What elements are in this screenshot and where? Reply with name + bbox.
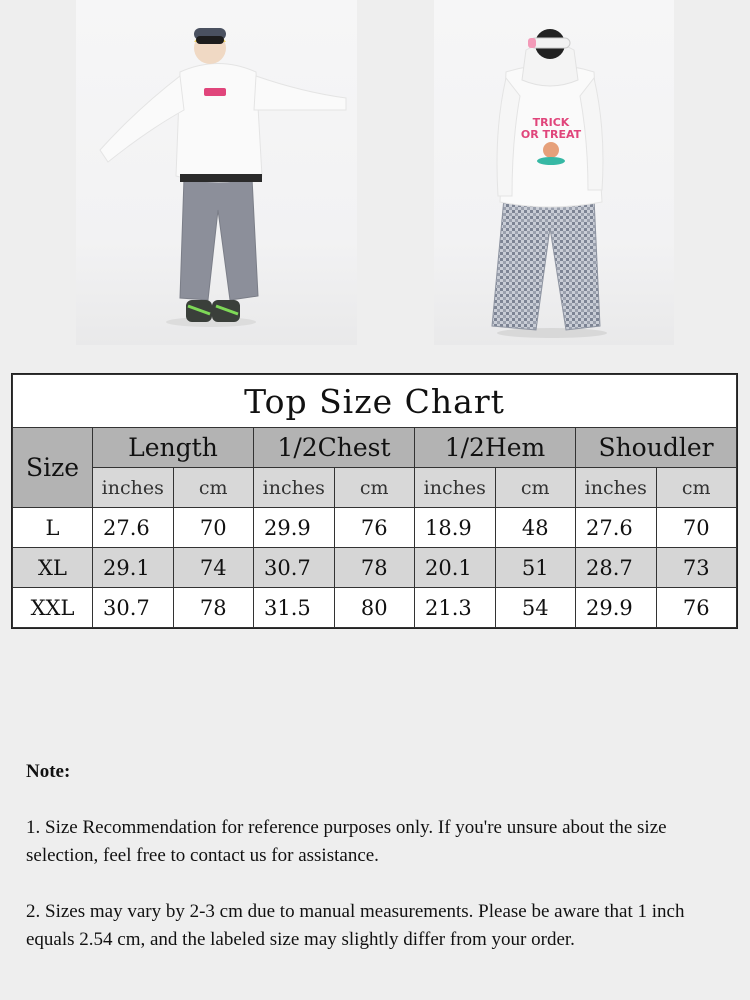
group-header-shoulder: Shoudler [576, 428, 737, 468]
chest-cm: 78 [334, 548, 415, 588]
notes-title: Note: [26, 761, 71, 782]
shoulder-cm: 76 [656, 588, 737, 628]
model-back-photo [434, 0, 674, 345]
hem-cm: 54 [495, 588, 576, 628]
group-header-hem: 1/2Hem [415, 428, 576, 468]
unit-header-cm: cm [656, 468, 737, 508]
svg-text:OR TREAT: OR TREAT [520, 128, 582, 141]
size-chart [11, 373, 738, 629]
group-header-length: Length [93, 428, 254, 468]
length-cm: 74 [173, 548, 254, 588]
length-inches: 29.1 [93, 548, 174, 588]
length-inches: 27.6 [93, 508, 174, 548]
notes-section [26, 758, 726, 982]
size-label: XXL [13, 588, 93, 628]
group-header-chest: 1/2Chest [254, 428, 415, 468]
size-label: XL [13, 548, 93, 588]
hem-inches: 21.3 [415, 588, 496, 628]
chest-cm: 80 [334, 588, 415, 628]
unit-header-cm: cm [173, 468, 254, 508]
chart-title: Top Size Chart [13, 375, 737, 428]
model-front-photo [76, 0, 357, 345]
table-row [13, 588, 737, 628]
unit-header-inches: inches [415, 468, 496, 508]
hem-cm: 48 [495, 508, 576, 548]
person-back-icon [434, 0, 674, 345]
note-item-2: 2. Sizes may vary by 2-3 cm due to manual measurements. Please be aware that 1 inch equals 2.54 cm, and the labeled size may slightly differ from your order. [26, 901, 685, 950]
unit-header-inches: inches [254, 468, 335, 508]
shoulder-cm: 73 [656, 548, 737, 588]
person-front-icon [76, 0, 357, 345]
table-row [13, 548, 737, 588]
hem-inches: 20.1 [415, 548, 496, 588]
chest-cm: 76 [334, 508, 415, 548]
length-cm: 78 [173, 588, 254, 628]
size-label: L [13, 508, 93, 548]
chest-inches: 30.7 [254, 548, 335, 588]
hem-inches: 18.9 [415, 508, 496, 548]
shoulder-inches: 27.6 [576, 508, 657, 548]
unit-header-cm: cm [495, 468, 576, 508]
hem-cm: 51 [495, 548, 576, 588]
unit-header-cm: cm [334, 468, 415, 508]
chest-inches: 31.5 [254, 588, 335, 628]
note-item-1: 1. Size Recommendation for reference purposes only. If you're unsure about the size selection, feel free to contact us for assistance. [26, 817, 667, 866]
svg-text:TRICK: TRICK [532, 116, 570, 129]
table-row [13, 508, 737, 548]
size-chart-table [12, 374, 737, 628]
chest-inches: 29.9 [254, 508, 335, 548]
size-column-header: Size [13, 428, 93, 508]
unit-header-inches: inches [93, 468, 174, 508]
shoulder-inches: 29.9 [576, 588, 657, 628]
length-inches: 30.7 [93, 588, 174, 628]
shoulder-inches: 28.7 [576, 548, 657, 588]
length-cm: 70 [173, 508, 254, 548]
shoulder-cm: 70 [656, 508, 737, 548]
unit-header-inches: inches [576, 468, 657, 508]
